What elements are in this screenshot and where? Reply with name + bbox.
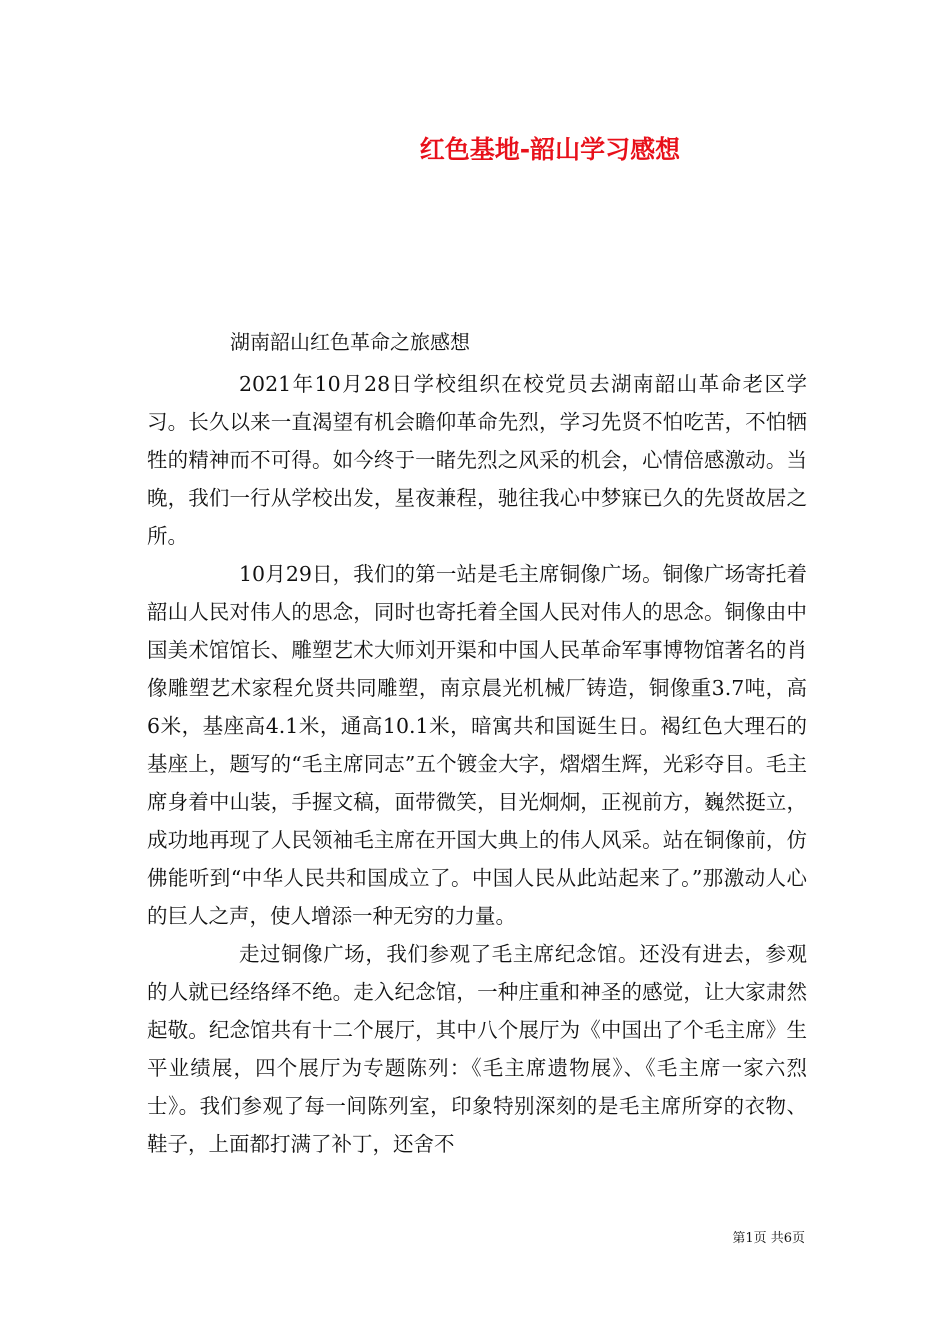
paragraph-3: 走过铜像广场，我们参观了毛主席纪念馆。还没有进去，参观的人就已经络绎不绝。走入纪念馆，一种庄重和神圣的感觉，让大家肃然起敬。纪念馆共有十二个展厅，其中八个展厅为《中国出了个毛主席》生平业绩展，四个展厅为专题陈列：《毛主席遗物展》、《毛主席一家六烈士》。我们参观了每一间陈列室，印象特别深刻的是毛主席所穿的衣物、鞋子，上面都打满了补丁，还舍不: [147, 942, 807, 1156]
page-footer-page-number: 第1页 共6页: [732, 1231, 805, 1246]
paragraph-1: 2021年10月28日学校组织在校党员去湖南韶山革命老区学习。长久以来一直渴望有机会瞻仰革命先烈，学习先贤不怕吃苦，不怕牺牲的精神而不可得。如今终于一睹先烈之风采的机会，心情倍感激动。当晚，我们一行从学校出发，星夜兼程，驰往我心中梦寐已久的先贤故居之所。: [147, 372, 807, 548]
document-subtitle: 湖南韶山红色革命之旅感想: [230, 330, 470, 354]
paragraph-2: 10月29日，我们的第一站是毛主席铜像广场。铜像广场寄托着韶山人民对伟人的思念，同时也寄托着全国人民对伟人的思念。铜像由中国美术馆馆长、雕塑艺术大师刘开渠和中国人民革命军事博物馆著名的肖像雕塑艺术家程允贤共同雕塑，南京晨光机械厂铸造，铜像重3.7吨，高6米，基座高4.1米，通高10.1米，暗寓共和国诞生日。褐红色大理石的基座上，题写的“毛主席同志”五个镀金大字，熠熠生辉，光彩夺目。毛主席身着中山装，手握文稿，面带微笑，目光炯炯，正视前方，巍然挺立，成功地再现了人民领袖毛主席在开国大典上的伟人风采。站在铜像前，仿佛能听到“中华人民共和国成立了。中国人民从此站起来了。”那激动人心的巨人之声，使人增添一种无穷的力量。: [147, 562, 807, 928]
document-title: 红色基地-韶山学习感想: [419, 135, 681, 164]
document-body: [147, 365, 807, 1163]
